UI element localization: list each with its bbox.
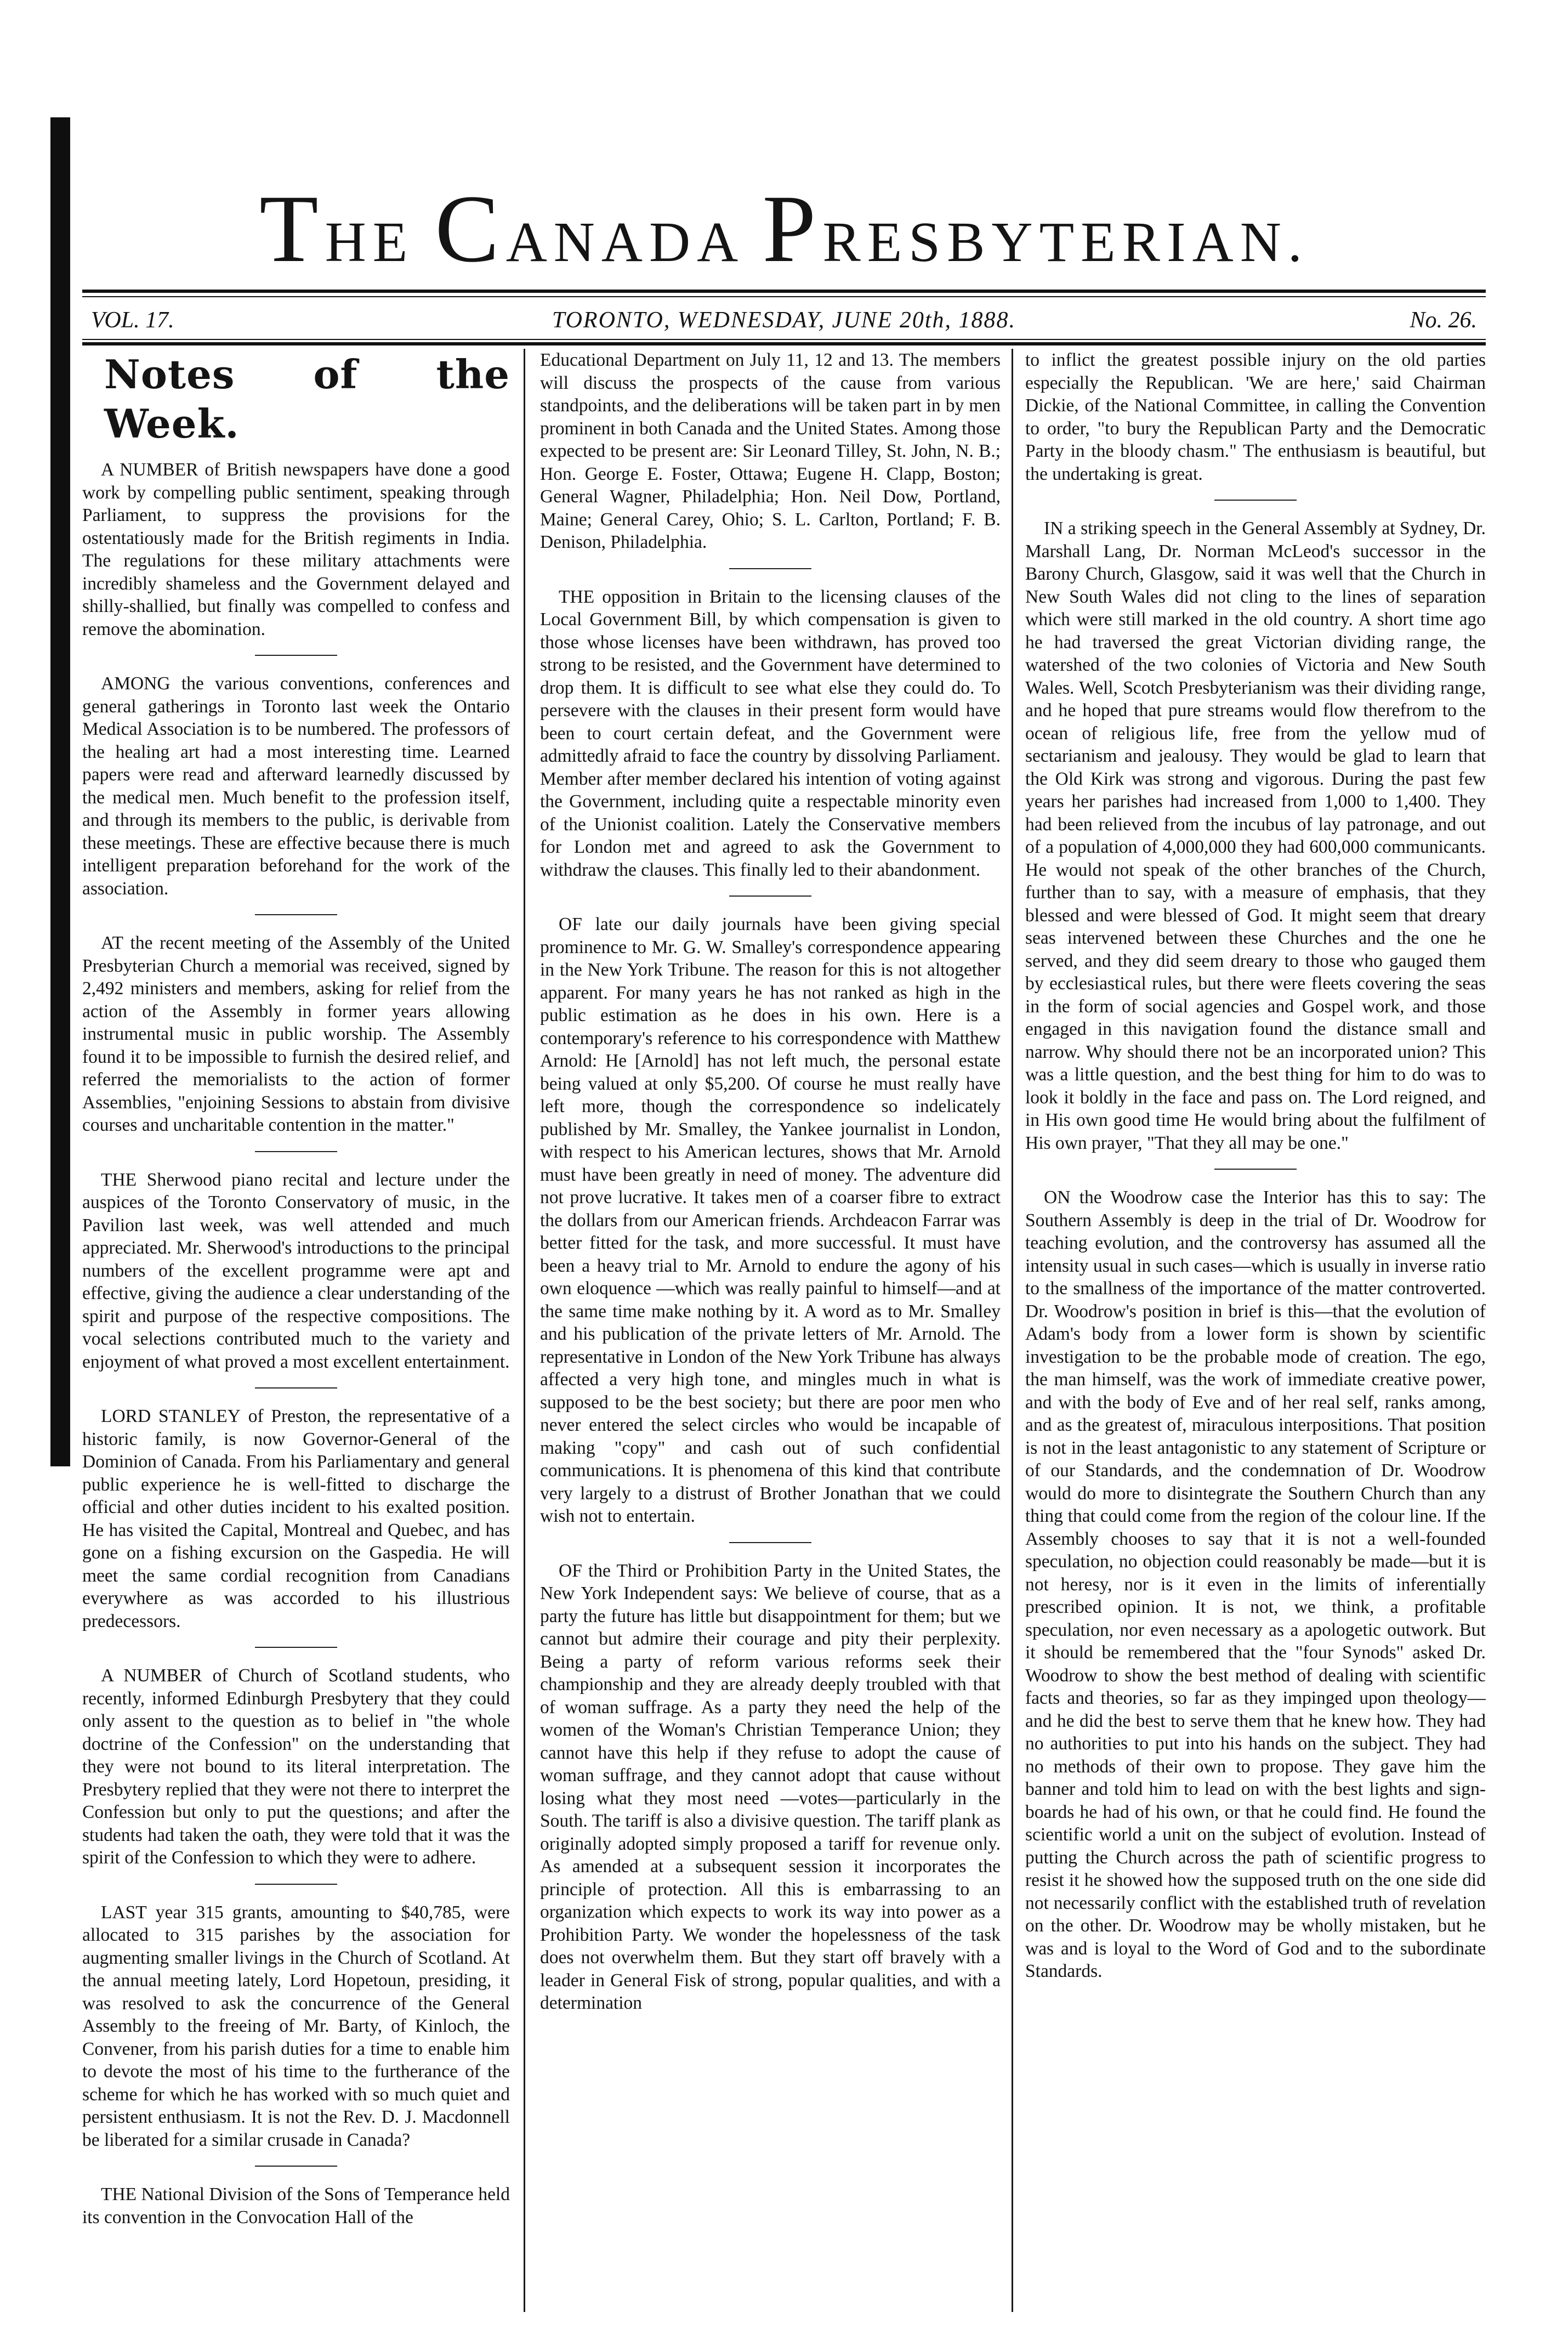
dateline-rule-1	[82, 339, 1486, 340]
paragraph-lead-words: THE	[559, 586, 595, 607]
article-paragraph	[82, 458, 510, 641]
masthead-rule-top	[82, 290, 1486, 293]
paragraph-lead-words: IN	[1044, 518, 1064, 539]
paragraph-text: opposition in Britain to the licensing clauses of the Local Government Bill, by which compensation is given to those whose licenses have been withdrawn, has proved too strong to be resisted, and the Government have determined to drop them. It is difficult to see what else they could do. To persevere with the clauses in their present form would have been to court certain defeat, and the Government were admittedly afraid to face the country by dissolving Parliament. Member after member declared his intention of voting against the Government, including quite a respectable minority even of the Unionist coalition. Lately the Conservative members for London met and agreed to ask the Government to withdraw the clauses. This finally led to their abandonment.	[540, 586, 1001, 880]
paragraph-text: a striking speech in the General Assembly at Sydney, Dr. Marshall Lang, Dr. Norman McLeod's successor in the Barony Church, Glasgow, said it was well that the Church in New South Wales did not cling to the lines of separation which were still marked in the old country. A short time ago he had traversed the great Victorian dividing range, the watershed of the two colonies of Victoria and New South Wales. Well, Scotch Presbyterianism was their dividing range, and he hoped that pure streams would flow therefrom to the ocean of religious life, free from the yellow mud of sectarianism and jealousy. They would be glad to learn that the Old Kirk was strong and vigorous. During the past few years her parishes had increased from 1,000 to 1,400. They had been relieved from the incubus of lay patronage, and out of a population of 4,000,000 they had 600,000 communicants. He would not speak of the other branches of the Church, further than to say, with a measure of emphasis, that they blessed and were blessed of God. It might seem that dreary seas intervened between these Churches and the one he served, and they did seem dreary to those who gauged them by ecclesiastical rules, but there were fleets covering the seas in the form of social agencies and Gospel work, and those engaged in this navigation found the distance small and narrow. Why should there not be an incorporated union? This was a little question, and the best thing for him to do was to look it boldly in the face and pass on. The Lord reigned, and in His own good time He would bring about the fulfilment of His own prayer, "That they all may be one."	[1025, 518, 1486, 1153]
dateline	[82, 304, 1486, 337]
paragraph-text: late our daily journals have been giving special prominence to Mr. G. W. Smalley's correspondence appearing in the New York Tribune. The reason for this is not altogether apparent. For many years he has not ranked as high in the public estimation as he does in his own. Here is a contemporary's reference to his correspondence with Matthew Arnold: He [Arnold] has not left much, the personal estate being valued at only $5,200. Of course he must really have left more, though the correspondence so indelicately published by Mr. Smalley, the Yankee journalist in London, with respect to his American lectures, shows that Mr. Arnold must have been greatly in need of money. The adventure did not prove lucrative. It takes men of a coarser fibre to extract the dollars from our American friends. Archdeacon Farrar was better fitted for the task, and more successful. It must have been a heavy trial to Mr. Arnold to endure the agony of his own eloquence —which was really painful to himself—and at the same time make nothing by it. A word as to Mr. Smalley and his publication of the private letters of Mr. Arnold. The representative in London of the New York Tribune has always affected a very high tone, and mingles much in what is supposed to be the best society; but there are poor men who never entered the select circles who would be incapable of making "copy" and cash out of such confidential communications. It is phenomena of this kind that contribute very largely to a distrust of Brother Jonathan that we could wish not to entertain.	[540, 914, 1001, 1526]
article-separator	[255, 914, 337, 915]
paragraph-lead-words: AMONG	[101, 673, 171, 694]
paragraph-text: year 315 grants, amounting to $40,785, were allocated to 315 parishes by the association for augmenting smaller livings in the Church of Scotland. At the annual meeting lately, Lord Hopetoun, presiding, it was resolved to ask the concurrence of the General Assembly to the freeing of Mr. Barty, of Kinloch, the Convener, from his parish duties for a time to enable him to devote the most of his time to the furtherance of the scheme for which he has worked with so much quiet and persistent enthusiasm. It is not the Rev. D. J. Macdonnell be liberated for a similar crusade in Canada?	[82, 1902, 510, 2150]
article-separator	[729, 1542, 811, 1543]
paragraph-lead-words: OF	[559, 1560, 582, 1581]
article-separator	[255, 1387, 337, 1388]
volume-label: VOL. 17.	[91, 308, 174, 333]
column-divider-1	[524, 349, 525, 2312]
paragraph-text: of Church of Scotland students, who recently, informed Edinburgh Presbytery that they could only assent to the question as to belief in "the whole doctrine of the Confession" on the understanding that they were not bound to its literal interpretation. The Presbytery replied that they were not there to interpret the Confession but only to put the questions; and after the students had taken the oath, they were told that it was the spirit of the Confession to which they were to adhere.	[82, 1665, 510, 1868]
paragraph-text: Sherwood piano recital and lecture under the auspices of the Toronto Conservatory of music, in the Pavilion last week, was well attended and much appreciated. Mr. Sherwood's introductions to the principal numbers of the excellent programme were apt and effective, giving the audience a clear understanding of the spirit and purpose of the respective compositions. The vocal selections contributed much to the variety and enjoyment of what proved a most excellent entertainment.	[82, 1169, 510, 1372]
paragraph-text: the recent meeting of the Assembly of the United Presbyterian Church a memorial was received, signed by 2,492 ministers and members, asking for relief from the action of the Assembly in former years allowing instrumental music in public worship. The Assembly found it to be impossible to furnish the desired relief, and referred the memorialists to the action of former Assemblies, "enjoining Sessions to abstain from divisive courses and uncharitable contention in the matter."	[82, 933, 510, 1135]
paragraph-lead-words: LORD STANLEY	[101, 1406, 241, 1426]
masthead-rest-1: HE	[325, 211, 435, 274]
paragraph-lead-words: ON	[1044, 1187, 1071, 1208]
article-separator	[255, 1151, 337, 1152]
article-paragraph	[82, 672, 510, 900]
paragraph-text: of British newspapers have done a good work by compelling public sentiment, speaking through Parliament, to suppress the provisions for the ostentatiously made for the British regiments in India. The regulations for these military attachments were incredibly shameless and the Government delayed and shilly-shallied, but finally was compelled to confess and remove the abomination.	[82, 460, 510, 639]
column-3	[1025, 349, 1486, 2323]
article-separator	[255, 1647, 337, 1648]
article-separator	[255, 2166, 337, 2167]
paragraph-text: to inflict the greatest possible injury on the old parties especially the Republican. 'We are here,' said Chairman Dickie, of the National Committee, in calling the Convention to order, "to bury the Republican Party and the Democratic Party in the bloody chasm." The enthusiasm is beautiful, but the undertaking is great.	[1025, 350, 1486, 484]
article-separator	[1214, 500, 1297, 501]
article-paragraph	[1025, 349, 1486, 485]
paragraph-text: the Woodrow case the Interior has this to say: The Southern Assembly is deep in the trial of Dr. Woodrow for teaching evolution, and the controversy has assumed all the intensity usual in such cases—which is usually in inverse ratio to the smallness of the importance of the matter controverted. Dr. Woodrow's position in brief is this—that the evolution of Adam's body from a lower form is shown by scientific investigation to be the probable mode of creation. The ego, the man himself, was the work of immediate creative power, and with the body of Eve and of her real self, ranks among, and as the greatest of, miraculous interpositions. That position is not in the least antagonistic to any statement of Scripture or of our Standards, and the condemnation of Dr. Woodrow would do more to disintegrate the Southern Church than any thing that could come from the region of the colour line. If the Assembly chooses to say that it is not a well-founded speculation, no objection could reasonably be made—but it is not heresy, nor is it even in the limits of inferentially prescribed opinion. It is not, we think, a profitable speculation, nor even necessary as a apologetic outwork. But it should be remembered that the "four Synods" asked Dr. Woodrow to show the best method of dealing with scientific facts and theories, so far as they impinged upon theology—and he did the best to serve them that he knew how. They had no authorities to put into his hands on the subject. They had no methods of their own to propose. They gave him the banner and told him to lead on with the best lights and sign-boards he had of his own, or that he could find. He found the scientific world a unit on the subject of evolution. Instead of putting the Church across the path of scientific progress to resist it he showed how the supposed truth on the one side did not necessarily conflict with the established truth of revelation on the other. Dr. Woodrow may be wholly mistaken, but he was and is loyal to the Word of God and to the subordinate Standards.	[1025, 1187, 1486, 1981]
article-paragraph	[82, 1901, 510, 2152]
paragraph-text: Educational Department on July 11, 12 and 13. The members will discuss the prospects of the cause from various standpoints, and the deliberations will be taken part in by men prominent in both Canada and the United States. Among those expected to be present are: Sir Leonard Tilley, St. John, N. B.; Hon. George E. Foster, Ottawa; Eugene H. Clapp, Boston; General Wagner, Philadelphia; Hon. Neil Dow, Portland, Maine; General Carey, Ohio; S. L. Carlton, Portland; F. B. Denison, Philadelphia.	[540, 350, 1001, 552]
article-separator	[1214, 1169, 1297, 1170]
issue-date: TORONTO, WEDNESDAY, JUNE 20th, 1888.	[552, 308, 1016, 333]
paragraph-text: National Division of the Sons of Temperance held its convention in the Convocation Hall of the	[82, 2184, 510, 2228]
article-paragraph	[540, 586, 1001, 882]
article-paragraph	[1025, 1186, 1486, 1983]
paragraph-lead-words: A NUMBER	[101, 460, 198, 480]
paragraph-lead-words: THE	[101, 1169, 137, 1190]
article-separator	[729, 896, 811, 897]
article-paragraph	[82, 1664, 510, 1869]
article-paragraph	[82, 932, 510, 1137]
column-2	[540, 349, 1001, 2323]
masthead-rule-top-thin	[82, 296, 1486, 297]
article-paragraph	[1025, 517, 1486, 1154]
masthead-cap-1: T	[259, 175, 325, 282]
masthead-cap-3: P	[762, 175, 823, 282]
article-separator	[255, 655, 337, 656]
paragraph-lead-words: LAST	[101, 1902, 147, 1923]
page-edge-shadow	[50, 117, 70, 1466]
article-paragraph	[82, 1405, 510, 1633]
paragraph-lead-words: A NUMBER	[101, 1665, 202, 1686]
article-separator	[255, 1884, 337, 1885]
paragraph-lead-words: THE	[101, 2184, 137, 2204]
article-paragraph	[540, 1560, 1001, 2015]
column-1	[82, 349, 510, 2323]
column-divider-2	[1012, 349, 1013, 2312]
dateline-rule-2	[82, 342, 1486, 345]
issue-number: No. 26.	[1410, 308, 1477, 333]
paragraph-text: of Preston, the representative of a historic family, is now Governor-General of the Dominion of Canada. From his Parliamentary and general public experience he is well-fitted to discharge the official and other duties incident to his exalted position. He has visited the Capital, Montreal and Quebec, and has gone on a fishing excursion on the Gaspedia. He will meet the same cordial recognition from Canadians everywhere as was accorded to his illustrious predecessors.	[82, 1406, 510, 1631]
paragraph-text: the Third or Prohibition Party in the United States, the New York Independent says: We believe of course, that as a party the future has little but disappointment for them; but we cannot but admire their courage and pity their perplexity. Being a party of reform various reforms seek their championship and they are already deeply troubled with that of woman suffrage. As a party they need the help of the women of the Woman's Christian Temperance Union; they cannot have this help if they refuse to adopt the cause of woman suffrage, and they cannot adopt that cause without losing what they most need —votes—particularly in the South. The tariff is also a divisive question. The tariff plank as originally adopted simply proposed a tariff for revenue only. As amended at a subsequent session it incorporates the principle of protection. All this is embarrassing to an organization which expects to work its way into power as a Prohibition Party. We wonder the hopelessness of the task does not overwhelm them. But they start off bravely with a leader in General Fisk of strong, popular qualities, and with a determination	[540, 1560, 1001, 2013]
masthead-rest-3: RESBYTERIAN.	[822, 211, 1309, 274]
article-paragraph	[540, 349, 1001, 554]
masthead-rest-2: ANADA	[505, 211, 763, 274]
paragraph-lead-words: OF	[559, 914, 582, 934]
masthead-cap-2: C	[435, 175, 506, 282]
paragraph-text: the various conventions, conferences and general gatherings in Toronto last week the Ontario Medical Association is to be numbered. The professors of the healing art had a most interesting time. Learned papers were read and afterward learnedly discussed by the medical men. Much benefit to the profession itself, and through its members to the public, is derivable from these meetings. These are effective because there is much intelligent preparation beforehand for the work of the association.	[82, 673, 510, 899]
article-separator	[729, 568, 811, 569]
article-paragraph	[82, 1169, 510, 1374]
article-paragraph	[82, 2183, 510, 2229]
paragraph-lead-words: AT	[101, 933, 123, 953]
article-paragraph	[540, 913, 1001, 1528]
masthead-title	[82, 174, 1486, 284]
section-heading: Notes of the Week.	[104, 351, 510, 447]
